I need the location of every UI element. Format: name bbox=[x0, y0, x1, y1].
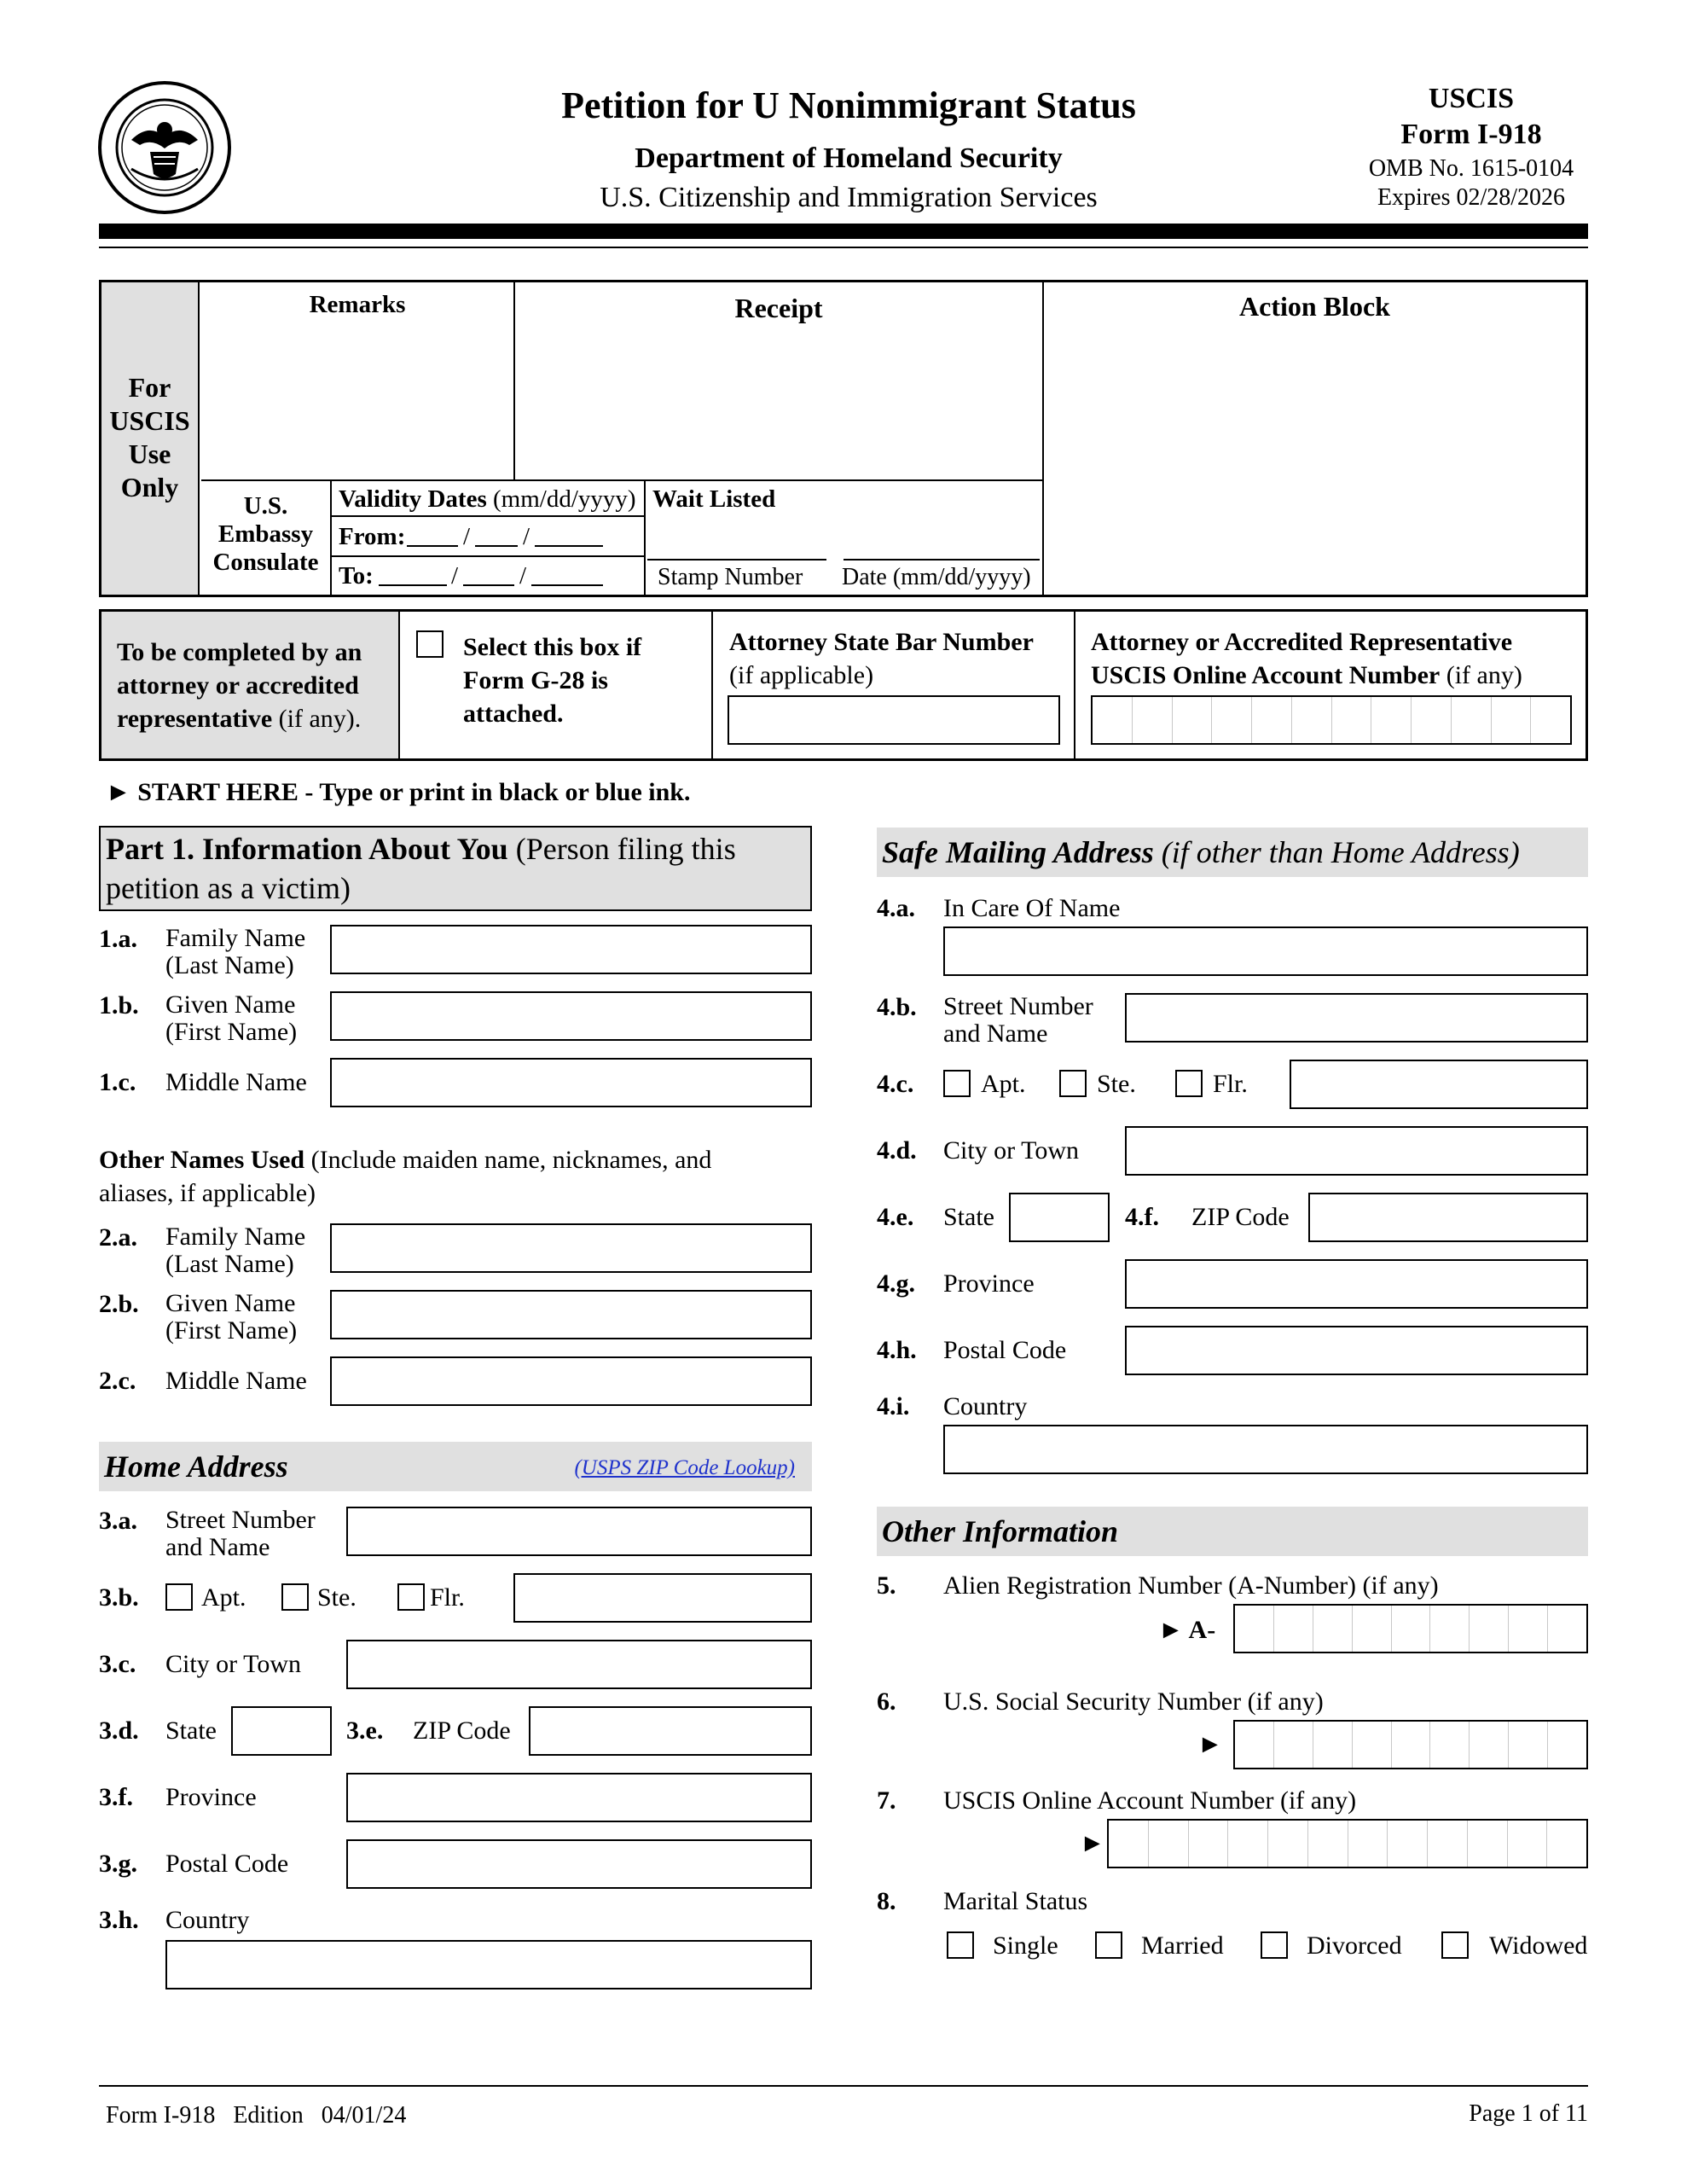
marital-widowed-checkbox[interactable] bbox=[1441, 1931, 1469, 1959]
agency-name: U.S. Citizenship and Immigration Services bbox=[600, 182, 1098, 213]
q4h-number: 4.h. bbox=[877, 1336, 917, 1364]
q2c-label: Middle Name bbox=[165, 1367, 307, 1395]
marital-widowed-label: Widowed bbox=[1489, 1931, 1588, 1960]
q2c-number: 2.c. bbox=[99, 1367, 136, 1395]
expiration-date: Expires 02/28/2026 bbox=[1377, 184, 1566, 211]
q3a-label: Street Number and Name bbox=[165, 1506, 316, 1561]
usps-zip-lookup-link[interactable]: (USPS ZIP Code Lookup) bbox=[574, 1456, 795, 1479]
home-city-field[interactable] bbox=[346, 1640, 812, 1689]
a-number-prefix: ► A- bbox=[1158, 1616, 1216, 1644]
attorney-box bbox=[99, 609, 1588, 761]
from-date-label: From: bbox=[339, 523, 406, 550]
q4i-number: 4.i. bbox=[877, 1392, 910, 1420]
home-state-field[interactable] bbox=[231, 1706, 332, 1756]
q1b-label: Given Name (First Name) bbox=[165, 990, 298, 1046]
q6-label: U.S. Social Security Number (if any) bbox=[943, 1687, 1324, 1716]
mailing-flr-checkbox[interactable] bbox=[1175, 1070, 1203, 1097]
footer-page-number: Page 1 of 11 bbox=[1469, 2100, 1588, 2127]
q3c-label: City or Town bbox=[165, 1650, 302, 1678]
q4e-number: 4.e. bbox=[877, 1203, 914, 1231]
attorney-online-account-field[interactable] bbox=[1091, 695, 1572, 745]
arrow-right-icon: ► bbox=[1080, 1829, 1105, 1857]
q3g-number: 3.g. bbox=[99, 1850, 137, 1878]
other-family-name-field[interactable] bbox=[330, 1223, 812, 1273]
arrow-right-icon: ► bbox=[1197, 1730, 1223, 1758]
q4g-number: 4.g. bbox=[877, 1269, 915, 1298]
form-id: Form I-918 bbox=[1400, 119, 1542, 150]
uscis-side-panel bbox=[101, 282, 200, 595]
q4g-label: Province bbox=[943, 1269, 1035, 1298]
part1-heading: Part 1. Information About You (Person filing this petition as a victim) bbox=[99, 826, 812, 911]
department-name: Department of Homeland Security bbox=[635, 142, 1063, 174]
validity-dates-label: Validity Dates (mm/dd/yyyy) bbox=[339, 485, 636, 513]
footer-form-edition: Form I-918 Edition 04/01/24 bbox=[106, 2102, 407, 2129]
dhs-seal-icon bbox=[97, 80, 232, 215]
middle-name-field[interactable] bbox=[330, 1058, 812, 1107]
q4a-number: 4.a. bbox=[877, 894, 915, 922]
omb-number: OMB No. 1615-0104 bbox=[1368, 155, 1574, 182]
home-postal-code-field[interactable] bbox=[346, 1839, 812, 1889]
mailing-unit-number-field[interactable] bbox=[1290, 1060, 1588, 1109]
marital-single-label: Single bbox=[993, 1931, 1058, 1960]
q3h-number: 3.h. bbox=[99, 1906, 139, 1934]
receipt-label: Receipt bbox=[734, 293, 823, 323]
q4f-number: 4.f. bbox=[1125, 1203, 1159, 1231]
attorney-label: To be completed by an attorney or accredited representative (if any). bbox=[117, 638, 362, 733]
q1c-label: Middle Name bbox=[165, 1068, 307, 1096]
mailing-ste-checkbox[interactable] bbox=[1059, 1070, 1087, 1097]
home-ste-checkbox[interactable] bbox=[281, 1583, 309, 1611]
uscis-side-label: For USCIS Use Only bbox=[109, 372, 190, 502]
mailing-state-field[interactable] bbox=[1009, 1193, 1110, 1242]
home-province-field[interactable] bbox=[346, 1773, 812, 1822]
other-middle-name-field[interactable] bbox=[330, 1356, 812, 1406]
q1b-number: 1.b. bbox=[99, 991, 139, 1019]
q4f-label: ZIP Code bbox=[1191, 1203, 1290, 1231]
marital-divorced-checkbox[interactable] bbox=[1261, 1931, 1288, 1959]
home-ste-label: Ste. bbox=[317, 1583, 357, 1612]
q3d-number: 3.d. bbox=[99, 1716, 139, 1745]
org-label: USCIS bbox=[1428, 83, 1515, 114]
q3b-number: 3.b. bbox=[99, 1583, 139, 1612]
header-rule-thin bbox=[99, 247, 1588, 248]
form-title: Petition for U Nonimmigrant Status bbox=[561, 84, 1136, 126]
remarks-label: Remarks bbox=[309, 291, 406, 318]
home-unit-number-field[interactable] bbox=[513, 1573, 812, 1623]
q5-number: 5. bbox=[877, 1571, 896, 1600]
q2a-label: Family Name (Last Name) bbox=[165, 1223, 306, 1278]
q6-number: 6. bbox=[877, 1687, 896, 1716]
home-country-field[interactable] bbox=[165, 1940, 812, 1989]
uscis-online-account-field[interactable] bbox=[1107, 1819, 1588, 1868]
q4b-label: Street Number and Name bbox=[943, 992, 1093, 1048]
mailing-ste-label: Ste. bbox=[1097, 1070, 1136, 1098]
attorney-label-cell bbox=[101, 612, 400, 758]
arrow-right-icon: ► bbox=[106, 778, 138, 806]
g28-label: Select this box if Form G-28 is attached. bbox=[463, 633, 642, 728]
online-account-label: Attorney or Accredited Representative USCIS Online Account Number (if any) bbox=[1091, 628, 1522, 689]
q4e-label: State bbox=[943, 1203, 994, 1231]
q3c-number: 3.c. bbox=[99, 1650, 136, 1678]
q4h-label: Postal Code bbox=[943, 1336, 1067, 1364]
q7-label: USCIS Online Account Number (if any) bbox=[943, 1786, 1357, 1815]
header-rule-thick bbox=[99, 224, 1588, 239]
q5-label: Alien Registration Number (A-Number) (if any) bbox=[943, 1571, 1439, 1600]
bar-number-label: Attorney State Bar Number (if applicable) bbox=[729, 628, 1034, 689]
marital-married-label: Married bbox=[1141, 1931, 1224, 1960]
q2b-number: 2.b. bbox=[99, 1290, 139, 1318]
q3a-number: 3.a. bbox=[99, 1507, 137, 1535]
q3d-label: State bbox=[165, 1716, 217, 1745]
home-apt-checkbox[interactable] bbox=[165, 1583, 193, 1611]
other-information-heading: Other Information bbox=[877, 1507, 1588, 1556]
wait-listed-label: Wait Listed bbox=[652, 485, 776, 513]
q4d-label: City or Town bbox=[943, 1136, 1080, 1165]
q1c-number: 1.c. bbox=[99, 1068, 136, 1096]
home-flr-label: Flr. bbox=[430, 1583, 465, 1612]
to-date-label: To: bbox=[339, 562, 374, 590]
uscis-use-box: For USCIS Use Only Remarks Receipt Action Block U.S. Embassy Consulate Validity Dates (mm/dd/yyyy) From: / / To: / / Wait Listed Stamp Number Date (mm/dd/yyyy) bbox=[99, 280, 1588, 597]
mailing-apt-label: Apt. bbox=[981, 1070, 1026, 1098]
in-care-of-field[interactable] bbox=[943, 926, 1588, 976]
a-number-field[interactable] bbox=[1233, 1604, 1588, 1653]
other-given-name-field[interactable] bbox=[330, 1290, 812, 1339]
mailing-flr-label: Flr. bbox=[1213, 1070, 1248, 1098]
q4i-label: Country bbox=[943, 1392, 1028, 1420]
embassy-consulate-label: U.S. Embassy Consulate bbox=[212, 492, 319, 576]
mailing-city-field[interactable] bbox=[1125, 1126, 1588, 1176]
q3e-label: ZIP Code bbox=[413, 1716, 511, 1745]
q3e-number: 3.e. bbox=[346, 1716, 384, 1745]
safe-mailing-heading: Safe Mailing Address (if other than Home Address) bbox=[877, 828, 1588, 877]
date-format-label: Date (mm/dd/yyyy) bbox=[842, 564, 1031, 590]
mailing-street-field[interactable] bbox=[1125, 993, 1588, 1043]
q4b-number: 4.b. bbox=[877, 993, 917, 1021]
q7-number: 7. bbox=[877, 1786, 896, 1815]
bar-number-field[interactable] bbox=[728, 695, 1060, 745]
mailing-country-field[interactable] bbox=[943, 1425, 1588, 1474]
mailing-apt-checkbox[interactable] bbox=[943, 1070, 971, 1097]
marital-single-checkbox[interactable] bbox=[947, 1931, 974, 1959]
action-block-label: Action Block bbox=[1239, 291, 1390, 322]
q4a-label: In Care Of Name bbox=[943, 894, 1121, 922]
marital-married-checkbox[interactable] bbox=[1095, 1931, 1122, 1959]
ssn-field[interactable] bbox=[1233, 1720, 1588, 1769]
q1a-number: 1.a. bbox=[99, 925, 137, 953]
mailing-postal-code-field[interactable] bbox=[1125, 1326, 1588, 1375]
footer-rule bbox=[99, 2085, 1588, 2087]
dhs-seal bbox=[97, 80, 232, 215]
other-names-label: Other Names Used (Include maiden name, nicknames, and aliases, if applicable) bbox=[99, 1146, 712, 1207]
q3h-label: Country bbox=[165, 1906, 250, 1934]
g28-checkbox[interactable] bbox=[416, 630, 443, 658]
q8-number: 8. bbox=[877, 1887, 896, 1915]
mailing-zip-field[interactable] bbox=[1308, 1193, 1588, 1242]
start-here-instruction: ► START HERE - Type or print in black or blue ink. bbox=[106, 778, 691, 806]
family-name-field[interactable] bbox=[330, 925, 812, 974]
mailing-province-field[interactable] bbox=[1125, 1259, 1588, 1309]
home-street-field[interactable] bbox=[346, 1507, 812, 1556]
q2b-label: Given Name (First Name) bbox=[165, 1289, 298, 1345]
marital-divorced-label: Divorced bbox=[1307, 1931, 1402, 1960]
q3f-number: 3.f. bbox=[99, 1783, 133, 1811]
q4d-number: 4.d. bbox=[877, 1136, 917, 1165]
q8-label: Marital Status bbox=[943, 1887, 1088, 1915]
home-flr-checkbox[interactable] bbox=[397, 1583, 425, 1611]
q4c-number: 4.c. bbox=[877, 1070, 914, 1098]
q3g-label: Postal Code bbox=[165, 1850, 289, 1878]
home-address-heading: Home Address (USPS ZIP Code Lookup) bbox=[99, 1442, 812, 1491]
q2a-number: 2.a. bbox=[99, 1223, 137, 1252]
home-zip-field[interactable] bbox=[529, 1706, 812, 1756]
q1a-label: Family Name (Last Name) bbox=[165, 924, 306, 979]
stamp-number-label: Stamp Number bbox=[658, 564, 803, 590]
q3f-label: Province bbox=[165, 1783, 257, 1811]
given-name-field[interactable] bbox=[330, 991, 812, 1041]
home-apt-label: Apt. bbox=[201, 1583, 246, 1612]
